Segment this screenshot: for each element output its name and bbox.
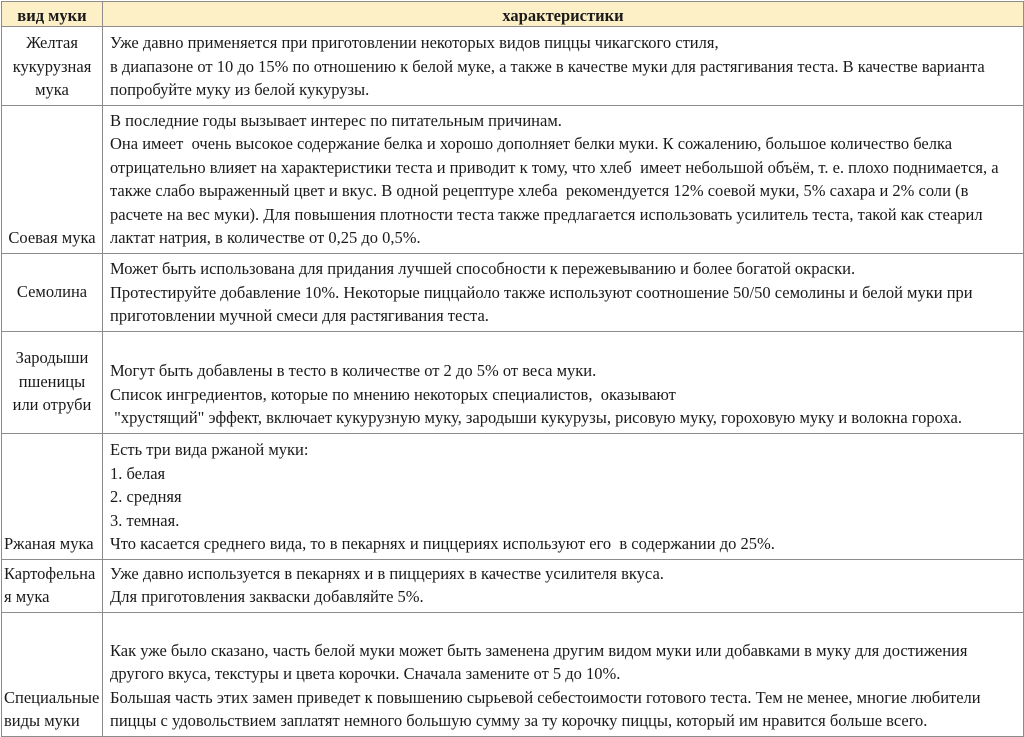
- flour-name: Желтая кукурузная мука: [2, 27, 103, 106]
- description-line: Большая часть этих замен приведет к повышению сырьевой себестоимости готового теста. Тем не менее, многие любители пиццы с удовольствием заплатят немного большую сумму за ту корочку пиццы, который им нравится больше всего.: [110, 687, 985, 730]
- flour-types-table: [1, 1, 1024, 737]
- description-line: Есть три вида ржаной муки:: [110, 440, 309, 459]
- description-line: В последние годы вызывает интерес по питательным причинам.: [110, 110, 562, 130]
- flour-name: Специальные виды муки: [2, 612, 103, 736]
- table-row: [2, 253, 1024, 331]
- description-line: Могут быть добавлены в тесто в количестве от 2 до 5% от веса муки.: [110, 361, 597, 380]
- flour-description: [103, 612, 1024, 736]
- flour-description: [103, 433, 1024, 559]
- table-row: [2, 559, 1024, 612]
- description-line: Уже давно используется в пекарнях и в пиццериях в качестве усилителя вкуса.: [110, 563, 664, 583]
- flour-description: [103, 27, 1024, 106]
- flour-description: [103, 105, 1024, 253]
- header-characteristics: характеристики: [103, 2, 1024, 27]
- description-line: Протестируйте добавление 10%. Некоторые пиццайоло также используют соотношение 50/50 семолины и белой муки при приготовлении мучной смеси для растягивания теста.: [110, 282, 977, 325]
- description-line: 3. темная.: [110, 510, 180, 530]
- table-row: [2, 331, 1024, 433]
- description-line: "хрустящий" эффект, включает кукурузную муку, зародыши кукурузы, рисовую муку, гороховую муку и волокна гороха.: [110, 408, 962, 427]
- description-line: в диапазоне от 10 до 15% по отношению к белой муке, а также в качестве муки для растягивания теста. В качестве варианта попробуйте муку из белой кукурузы.: [110, 56, 989, 99]
- flour-name: Картофельная мука: [2, 559, 103, 612]
- description-line: Список ингредиентов, которые по мнению некоторых специалистов, оказывают: [110, 384, 676, 404]
- table-row: [2, 105, 1024, 253]
- flour-name: Семолина: [2, 253, 103, 331]
- description-line: Как уже было сказано, часть белой муки может быть заменена другим видом муки или добавками в муку для достижения другого вкуса, текстуры и цвета корочки. Сначала замените от 5 до 10%.: [110, 640, 972, 683]
- description-line: Для приготовления закваски добавляйте 5%.: [110, 587, 424, 606]
- table-row: [2, 27, 1024, 106]
- flour-name: Ржаная мука: [2, 433, 103, 559]
- flour-name: Зародыши пшеницы или отруби: [2, 331, 103, 433]
- flour-description: [103, 559, 1024, 612]
- table-row: [2, 612, 1024, 736]
- description-line: Она имеет очень высокое содержание белка и хорошо дополняет белки муки. К сожалению, большое количество белка отрицательно влияет на характеристики теста и приводит к тому, что хлеб имеет небольшой объём, т. е. плохо поднимается, а также слабо выраженный цвет и вкус. В одной рецептуре хлеба рекомендуется 12% соевой муки, 5% сахара и 2% соли (в расчете на вес муки). Для повышения плотности теста также предлагается использовать усилитель теста, такой как стеарил лактат натрия, в количестве от 0,25 до 0,5%.: [110, 134, 1003, 247]
- header-kind: вид муки: [2, 2, 103, 27]
- header-row: [2, 2, 1024, 27]
- description-line: 1. белая: [110, 463, 166, 483]
- description-line: Уже давно применяется при приготовлении некоторых видов пиццы чикагского стиля,: [110, 33, 719, 52]
- table-row: [2, 433, 1024, 559]
- description-line: Что касается среднего вида, то в пекарнях и пиццериях используют его в содержании до 25%.: [110, 534, 775, 553]
- flour-description: [103, 253, 1024, 331]
- description-line: Может быть использована для придания лучшей способности к пережевыванию и более богатой окраски.: [110, 259, 856, 278]
- description-line: 2. средняя: [110, 487, 182, 506]
- flour-name: Соевая мука: [2, 105, 103, 253]
- flour-description: [103, 331, 1024, 433]
